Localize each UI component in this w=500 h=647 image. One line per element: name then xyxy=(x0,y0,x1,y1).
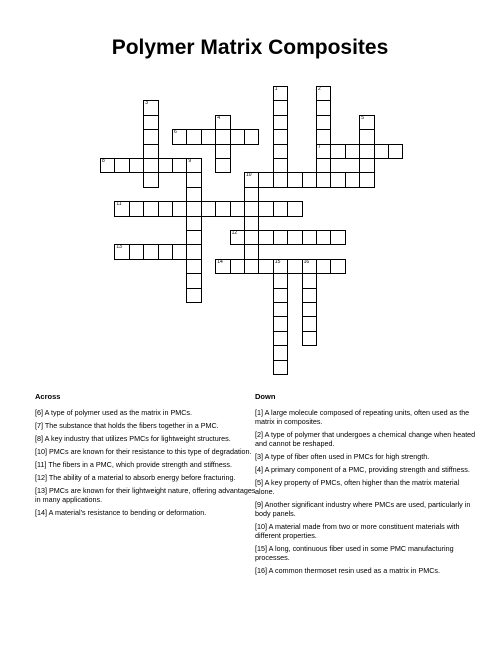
grid-cell[interactable] xyxy=(244,172,259,187)
grid-cell[interactable] xyxy=(359,115,374,130)
grid-cell[interactable] xyxy=(273,316,288,331)
grid-cell[interactable] xyxy=(345,144,360,159)
grid-cell[interactable] xyxy=(143,115,158,130)
grid-cell[interactable] xyxy=(316,86,331,101)
grid-cell[interactable] xyxy=(359,144,374,159)
down-heading: Down xyxy=(255,392,276,401)
grid-cell[interactable] xyxy=(273,86,288,101)
grid-number: 16 xyxy=(303,258,310,265)
grid-cell[interactable] xyxy=(186,158,201,173)
grid-cell[interactable] xyxy=(114,158,129,173)
grid-number: 13 xyxy=(116,244,122,251)
grid-cell[interactable] xyxy=(158,158,173,173)
grid-cell[interactable] xyxy=(143,172,158,187)
grid-cell[interactable] xyxy=(287,259,302,274)
clue-across-6: [6] A type of polymer used as the matrix in PMCs. xyxy=(35,408,193,417)
grid-cell[interactable] xyxy=(345,172,360,187)
clue-across-8: [8] A key industry that utilizes PMCs for lightweight structures. xyxy=(35,434,231,443)
clue-down-5: [5] A key property of PMCs, often higher than the matrix material alone. xyxy=(255,478,460,496)
grid-cell[interactable] xyxy=(330,230,345,245)
grid-cell[interactable] xyxy=(186,201,201,216)
grid-number: 1 xyxy=(274,86,278,92)
clue-across-7: [7] The substance that holds the fibers together in a PMC. xyxy=(35,421,219,430)
grid-number: 12 xyxy=(231,230,238,236)
grid-cell[interactable] xyxy=(374,144,389,159)
grid-cell[interactable] xyxy=(273,288,288,303)
grid-cell[interactable] xyxy=(172,158,187,173)
grid-cell[interactable] xyxy=(186,172,201,187)
down-clues xyxy=(255,408,480,579)
grid-number: 3 xyxy=(145,100,148,107)
grid-number: 14 xyxy=(217,258,223,265)
grid-cell[interactable] xyxy=(143,144,158,159)
grid-cell[interactable] xyxy=(158,201,173,216)
grid-cell[interactable] xyxy=(129,158,144,173)
grid-cell[interactable] xyxy=(215,129,230,144)
grid-cell[interactable] xyxy=(302,172,317,187)
grid-cell[interactable] xyxy=(302,316,317,331)
grid-cell[interactable] xyxy=(244,259,259,274)
grid-cell[interactable] xyxy=(186,273,201,288)
clue-down-9: [9] Another significant industry where PMCs are used, particularly in body panels. xyxy=(255,500,471,518)
across-heading: Across xyxy=(35,392,61,401)
grid-number: 11 xyxy=(116,201,122,208)
grid-cell[interactable] xyxy=(273,302,288,317)
grid-cell[interactable] xyxy=(316,100,331,115)
grid-cell[interactable] xyxy=(230,259,245,274)
grid-cell[interactable] xyxy=(359,172,374,187)
grid-cell[interactable] xyxy=(186,288,201,303)
clue-down-15: [15] A long, continuous fiber used in some PMC manufacturing processes. xyxy=(255,544,454,562)
grid-cell[interactable] xyxy=(143,244,158,259)
grid-cell[interactable] xyxy=(273,100,288,115)
grid-number: 8 xyxy=(102,158,105,164)
clue-down-3: [3] A type of fiber often used in PMCs for high strength. xyxy=(255,452,430,461)
grid-cell[interactable] xyxy=(302,288,317,303)
grid-cell[interactable] xyxy=(158,244,173,259)
grid-cell[interactable] xyxy=(114,244,129,259)
grid-cell[interactable] xyxy=(330,144,345,159)
grid-cell[interactable] xyxy=(186,244,201,259)
grid-cell[interactable] xyxy=(330,259,345,274)
grid-cell[interactable] xyxy=(273,172,288,187)
grid-number: 15 xyxy=(274,258,281,265)
grid-cell[interactable] xyxy=(316,259,331,274)
grid-cell[interactable] xyxy=(172,244,187,259)
grid-cell[interactable] xyxy=(172,201,187,216)
grid-cell[interactable] xyxy=(244,244,259,259)
grid-cell[interactable] xyxy=(273,158,288,173)
clue-across-10: [10] PMCs are known for their resistance to this type of degradation. xyxy=(35,447,252,456)
grid-cell[interactable] xyxy=(201,201,216,216)
grid-cell[interactable] xyxy=(244,187,259,202)
grid-cell[interactable] xyxy=(316,129,331,144)
grid-cell[interactable] xyxy=(100,158,115,173)
grid-cell[interactable] xyxy=(316,144,331,159)
grid-cell[interactable] xyxy=(273,273,288,288)
grid-cell[interactable] xyxy=(316,158,331,173)
grid-cell[interactable] xyxy=(143,129,158,144)
grid-cell[interactable] xyxy=(258,230,273,245)
grid-cell[interactable] xyxy=(215,259,230,274)
page-title: Polymer Matrix Composites xyxy=(111,36,389,59)
grid-number: 4 xyxy=(217,114,220,121)
grid-cell[interactable] xyxy=(172,129,187,144)
grid-cell[interactable] xyxy=(215,201,230,216)
grid-cell[interactable] xyxy=(114,201,129,216)
grid-cell[interactable] xyxy=(186,230,201,245)
grid-cell[interactable] xyxy=(186,129,201,144)
grid-cell[interactable] xyxy=(302,230,317,245)
grid-cell[interactable] xyxy=(273,129,288,144)
grid-cell[interactable] xyxy=(258,259,273,274)
grid-cell[interactable] xyxy=(186,259,201,274)
grid-cell[interactable] xyxy=(287,230,302,245)
grid-cell[interactable] xyxy=(287,172,302,187)
grid-cell[interactable] xyxy=(215,158,230,173)
clue-across-13: [13] PMCs are known for their lightweight nature, offering advantages in many applications. xyxy=(35,486,256,504)
grid-cell[interactable] xyxy=(230,201,245,216)
grid-cell[interactable] xyxy=(273,360,288,375)
grid-cell[interactable] xyxy=(302,302,317,317)
grid-cell[interactable] xyxy=(143,100,158,115)
clue-across-14: [14] A material's resistance to bending or deformation. xyxy=(35,508,207,517)
grid-cell[interactable] xyxy=(244,129,259,144)
grid-number: 5 xyxy=(361,114,364,121)
grid-cell[interactable] xyxy=(388,144,403,159)
clue-down-16: [16] A common thermoset resin used as a matrix in PMCs. xyxy=(255,566,440,575)
grid-cell[interactable] xyxy=(244,216,259,231)
grid-cell[interactable] xyxy=(215,144,230,159)
grid-number: 10 xyxy=(246,172,252,179)
clue-across-12: [12] The ability of a material to absorb energy before fracturing. xyxy=(35,473,236,482)
grid-cell[interactable] xyxy=(273,259,288,274)
grid-cell[interactable] xyxy=(287,201,302,216)
grid-cell[interactable] xyxy=(201,129,216,144)
grid-cell[interactable] xyxy=(186,216,201,231)
grid-cell[interactable] xyxy=(244,201,259,216)
grid-cell[interactable] xyxy=(316,115,331,130)
grid-cell[interactable] xyxy=(186,187,201,202)
grid-cell[interactable] xyxy=(359,129,374,144)
grid-cell[interactable] xyxy=(302,259,317,274)
grid-cell[interactable] xyxy=(302,331,317,346)
grid-cell[interactable] xyxy=(143,158,158,173)
grid-cell[interactable] xyxy=(316,230,331,245)
grid-cell[interactable] xyxy=(273,345,288,360)
grid-cell[interactable] xyxy=(316,172,331,187)
grid-cell[interactable] xyxy=(330,172,345,187)
grid-cell[interactable] xyxy=(273,331,288,346)
grid-cell[interactable] xyxy=(230,230,245,245)
grid-cell[interactable] xyxy=(129,201,144,216)
grid-cell[interactable] xyxy=(244,230,259,245)
grid-cell[interactable] xyxy=(359,158,374,173)
grid-number: 6 xyxy=(174,129,177,136)
across-clues xyxy=(35,408,260,521)
grid-cell[interactable] xyxy=(258,201,273,216)
grid-cell[interactable] xyxy=(273,201,288,216)
grid-cell[interactable] xyxy=(258,172,273,187)
clue-down-4: [4] A primary component of a PMC, providing strength and stiffness. xyxy=(255,465,470,474)
grid-cell[interactable] xyxy=(143,201,158,216)
clue-down-1: [1] A large molecule composed of repeating units, often used as the matrix in composites. xyxy=(255,408,470,426)
grid-cell[interactable] xyxy=(273,230,288,245)
grid-cell[interactable] xyxy=(302,273,317,288)
grid-cell[interactable] xyxy=(129,244,144,259)
grid-number: 9 xyxy=(188,158,192,164)
grid-cell[interactable] xyxy=(273,144,288,159)
clue-across-11: [11] The fibers in a PMC, which provide strength and stiffness. xyxy=(35,460,232,469)
grid-cell[interactable] xyxy=(215,115,230,130)
grid-number: 7 xyxy=(318,143,321,150)
clue-down-10: [10] A material made from two or more constituent materials with different properties. xyxy=(255,522,460,540)
clue-down-2: [2] A type of polymer that undergoes a chemical change when heated and cannot be reshaped. xyxy=(255,430,476,448)
grid-number: 2 xyxy=(318,86,321,92)
grid-cell[interactable] xyxy=(273,115,288,130)
grid-cell[interactable] xyxy=(230,129,245,144)
